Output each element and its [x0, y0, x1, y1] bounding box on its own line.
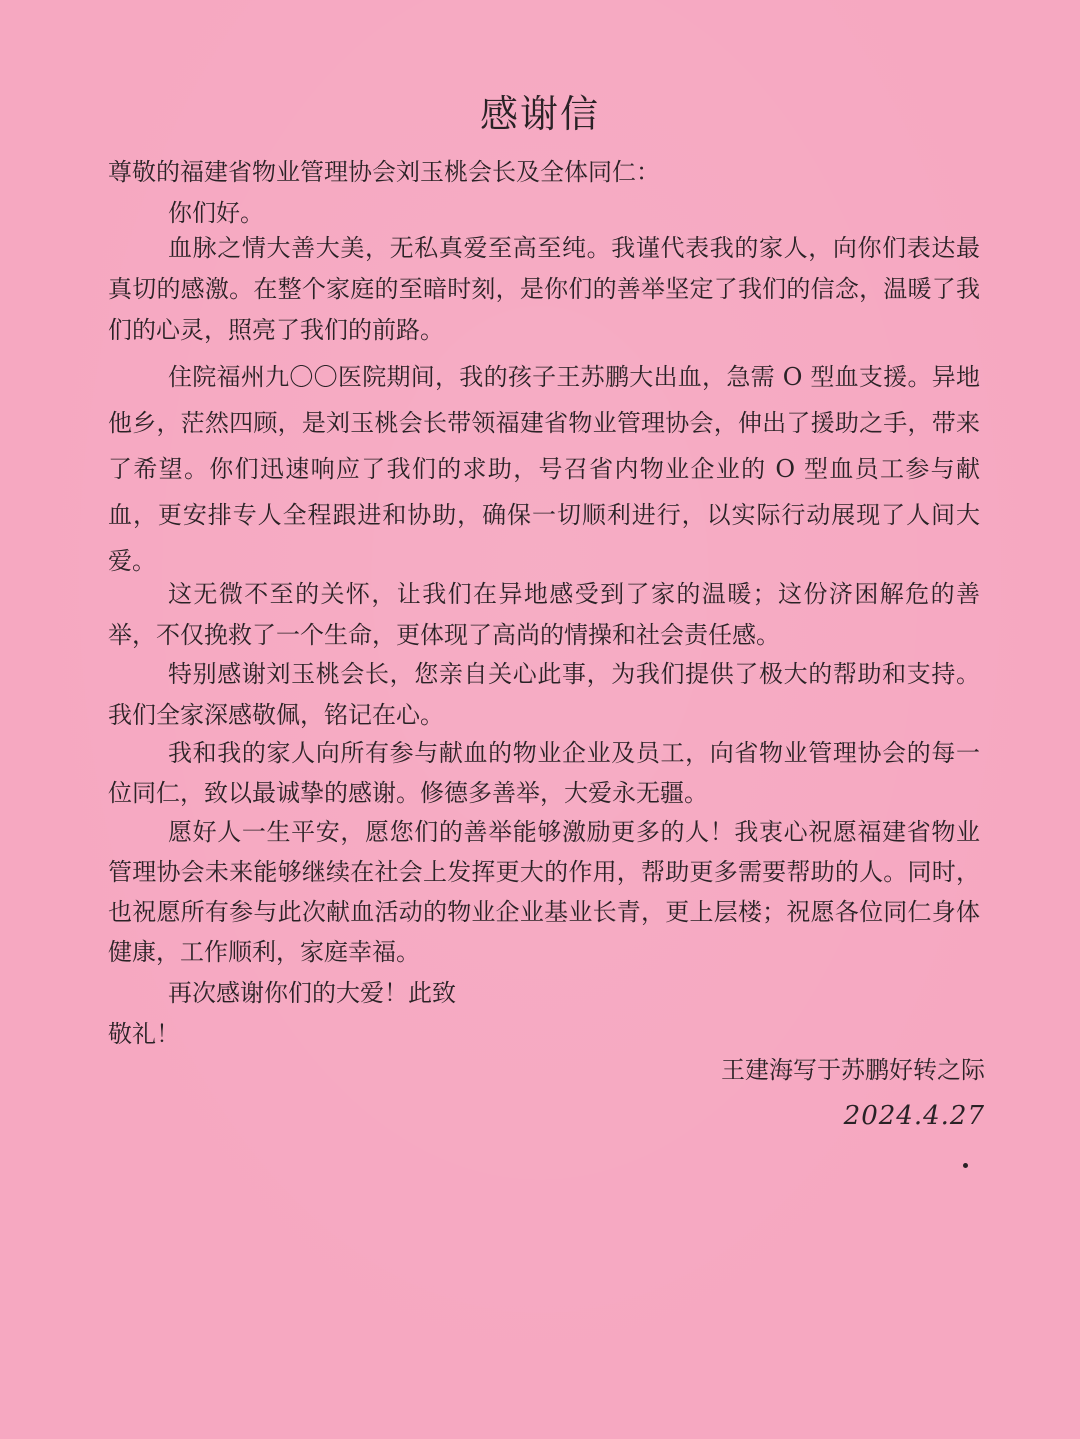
- paragraph-text: 血脉之情大善大美，无私真爱至高至纯。我谨代表我的家人，向你们表达最真切的感激。在整个家庭的至暗时刻，是你们的善举坚定了我们的信念，温暖了我们的心灵，照亮了我们的前路。: [108, 234, 980, 344]
- paragraph-gratitude: [108, 228, 980, 351]
- paragraph-care: [108, 574, 980, 656]
- ink-dot: [963, 1163, 968, 1168]
- paragraph-thanks-all: [108, 733, 980, 813]
- paragraph-text: 特别感谢刘玉桃会长，您亲自关心此事，为我们提供了极大的帮助和支持。我们全家深感敬佩，铭记在心。: [108, 660, 980, 729]
- letter-title: 感谢信: [479, 92, 600, 136]
- paragraph-special-thanks: [108, 654, 980, 736]
- paragraph-blood-support: [108, 354, 980, 584]
- paragraph-closing: [108, 973, 980, 1013]
- letter-signature: 王建海写于苏鹏好转之际: [721, 1056, 985, 1084]
- paragraph-text: 住院福州九〇〇医院期间，我的孩子王苏鹏大出血，急需 O 型血支援。异地他乡，茫然四顾，是刘玉桃会长带领福建省物业管理协会，伸出了援助之手，带来了希望。你们迅速响应了我们的求助，号召省内物业企业的 O 型血员工参与献血，更安排专人全程跟进和协助，确保一切顺利进行，以实际行动展现了人间大爱。: [108, 363, 980, 575]
- letter-greeting: 尊敬的福建省物业管理协会刘玉桃会长及全体同仁：: [108, 158, 660, 186]
- paragraph-text: 我和我的家人向所有参与献血的物业企业及员工，向省物业管理协会的每一位同仁，致以最诚挚的感谢。修德多善举，大爱永无疆。: [108, 739, 980, 807]
- paragraph-text: 这无微不至的关怀，让我们在异地感受到了家的温暖；这份济困解危的善举，不仅挽救了一个生命，更体现了高尚的情操和社会责任感。: [108, 580, 980, 649]
- letter-hello: 你们好。: [168, 199, 264, 227]
- letter-date: 2024.4.27: [843, 1101, 985, 1131]
- letter-salute: 敬礼！: [108, 1020, 180, 1048]
- paragraph-wishes: [108, 812, 980, 972]
- paragraph-text: 愿好人一生平安，愿您们的善举能够激励更多的人！我衷心祝愿福建省物业管理协会未来能够继续在社会上发挥更大的作用，帮助更多需要帮助的人。同时，也祝愿所有参与此次献血活动的物业企业基业长青，更上层楼；祝愿各位同仁身体健康，工作顺利，家庭幸福。: [108, 818, 980, 966]
- paragraph-text: 再次感谢你们的大爱！此致: [168, 979, 456, 1007]
